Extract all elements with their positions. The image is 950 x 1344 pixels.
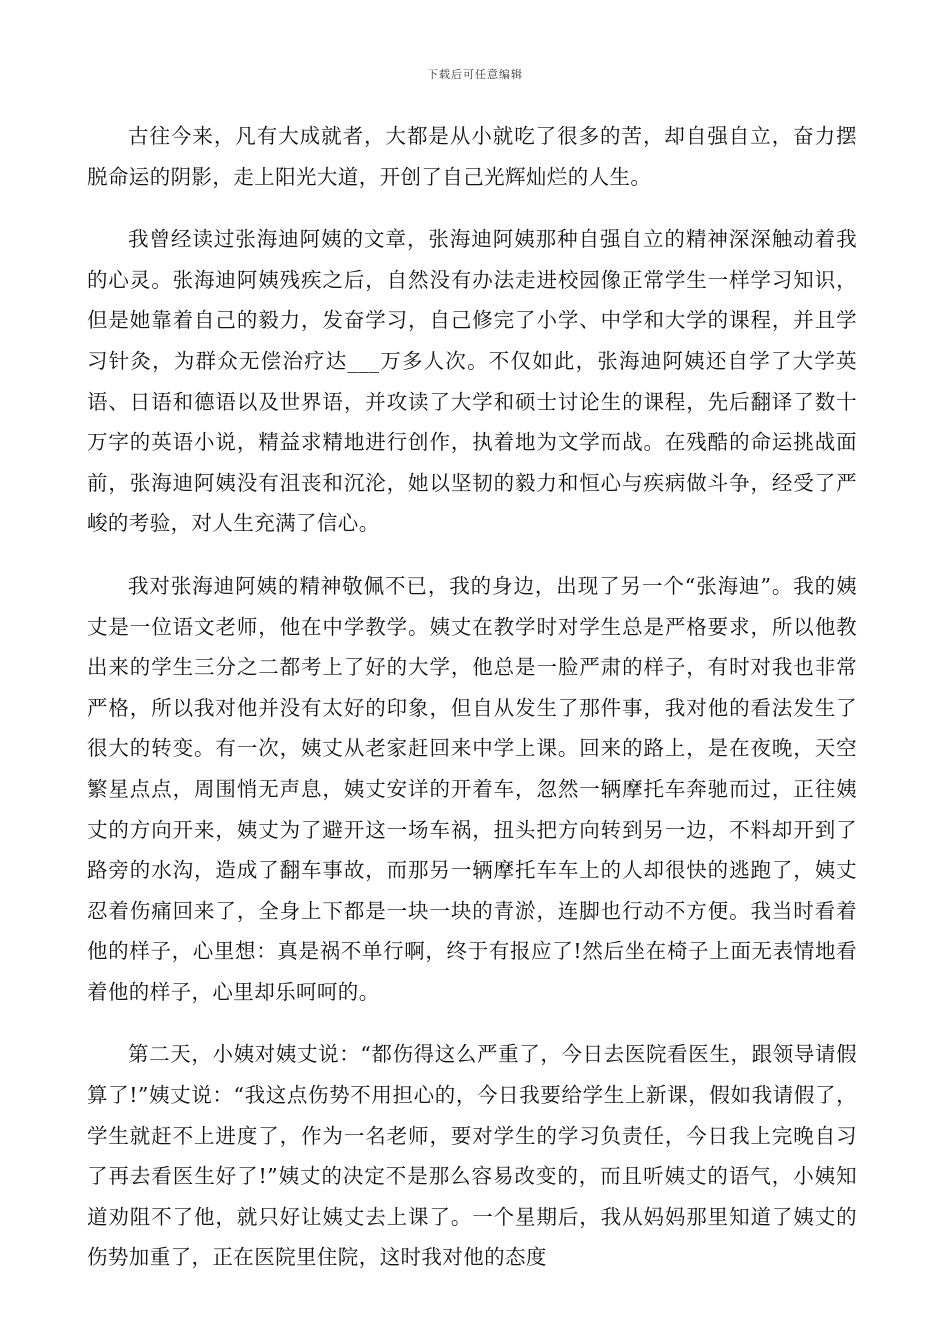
paragraph-1: 古往今来，凡有大成就者，大都是从小就吃了很多的苦，却自强自立，奋力摆脱命运的阴影，走上阳光大道，开创了自己光辉灿烂的人生。 [87,124,857,189]
document-body [87,116,857,1300]
paragraph-3: 我对张海迪阿姨的精神敬佩不已，我的身边，出现了另一个“张海迪”。我的姨丈是一位语文老师，他在中学教学。姨丈在教学时对学生总是严格要求，所以他教出来的学生三分之二都考上了好的大学，他总是一脸严肃的样子，有时对我也非常严格，所以我对他并没有太好的印象，但自从发生了那件事，我对他的看法发生了很大的转变。有一次，姨丈从老家赶回来中学上课。回来的路上，是在夜晚，天空繁星点点，周围悄无声息，姨丈安详的开着车，忽然一辆摩托车奔驰而过，正往姨丈的方向开来，姨丈为了避开这一场车祸，扭头把方向转到另一边，不料却开到了路旁的水沟，造成了翻车事故，而那另一辆摩托车车上的人却很快的逃跑了，姨丈忍着伤痛回来了，全身上下都是一块一块的青淤，连脚也行动不方便。我当时看着他的样子，心里想：真是祸不单行啊，终于有报应了!然后坐在椅子上面无表情地看着他的样子，心里却乐呵呵的。 [87,573,857,1004]
paragraph-2: 我曾经读过张海迪阿姨的文章，张海迪阿姨那种自强自立的精神深深触动着我的心灵。张海迪阿姨残疾之后，自然没有办法走进校园像正常学生一样学习知识，但是她靠着自己的毅力，发奋学习，自己修完了小学、中学和大学的课程，并且学习针灸，为群众无偿治疗达___万多人次。不仅如此，张海迪阿姨还自学了大学英语、日语和德语以及世界语，并攻读了大学和硕士讨论生的课程，先后翻译了数十万字的英语小说，精益求精地进行创作，执着地为文学而战。在残酷的命运挑战面前，张海迪阿姨没有沮丧和沉沦，她以坚韧的毅力和恒心与疾病做斗争，经受了严峻的考验，对人生充满了信心。 [87,227,857,536]
paragraph-4: 第二天，小姨对姨丈说：“都伤得这么严重了，今日去医院看医生，跟领导请假算了!”姨丈说：“我这点伤势不用担心的，今日我要给学生上新课，假如我请假了，学生就赶不上进度了，作为一名老师，要对学生的学习负责任，今日我上完晚自习了再去看医生好了!”姨丈的决定不是那么容易改变的，而且听姨丈的语气，小姨知道劝阻不了他，就只好让姨丈去上课了。一个星期后，我从妈妈那里知道了姨丈的伤势加重了，正在医院里住院，这时我对他的态度 [87,1042,857,1270]
header-note: 下载后可任意编辑 [427,68,523,81]
